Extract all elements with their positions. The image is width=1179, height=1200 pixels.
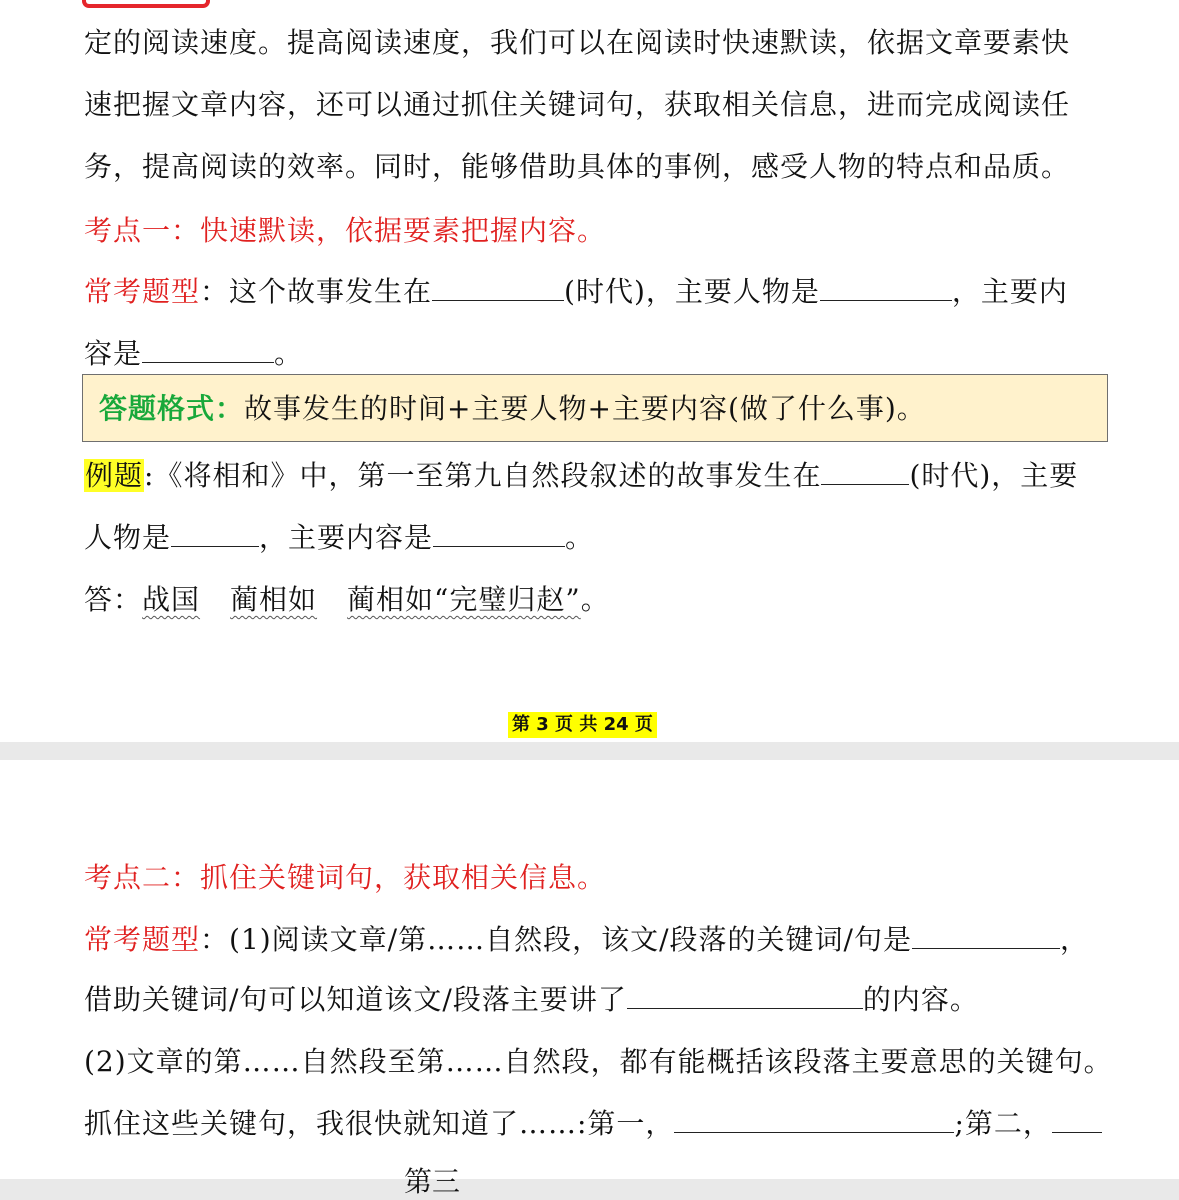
answer-era: 战国 xyxy=(142,583,201,616)
intro-paragraph-line-3: 务，提高阅读的效率。同时，能够借助具体的事例，感受人物的特点和品质。 xyxy=(84,150,1071,183)
question-text-part-1: ：这个故事发生在 xyxy=(200,275,433,308)
intro-paragraph-line-2: 速把握文章内容，还可以通过抓住关键词句，获取相关信息，进而完成阅读任 xyxy=(84,88,1071,121)
example-blank-content xyxy=(433,520,565,547)
question-type-two-line-2 xyxy=(84,982,979,1018)
example-paragraph-line-2 xyxy=(84,520,594,556)
blank-second xyxy=(1052,1106,1102,1133)
question-two-text-part-4: 的内容。 xyxy=(862,983,979,1016)
example-paragraph xyxy=(84,458,1078,494)
example-text-part-3: 人物是 xyxy=(84,521,172,554)
question-two-text-part-3: 借助关键词/句可以知道该文/段落主要讲了 xyxy=(84,983,627,1016)
document-page-4 xyxy=(0,760,1179,1198)
question-type-label: 常考题型 xyxy=(84,275,201,308)
question-type-two-line-3: (2)文章的第……自然段至第……自然段，都有能概括该段落主要意思的关键句。 xyxy=(84,1045,1113,1078)
blank-paragraph-content xyxy=(627,982,863,1009)
example-blank-era xyxy=(821,458,909,485)
question-two-text-part-2: ， xyxy=(1059,923,1089,956)
blank-main-content xyxy=(142,336,274,363)
blank-first xyxy=(674,1106,954,1133)
answer-format-label: 答题格式： xyxy=(99,392,245,425)
example-blank-characters xyxy=(171,520,259,547)
kaodian-two-heading: 考点二：抓住关键词句，获取相关信息。 xyxy=(84,861,607,894)
blank-keyword xyxy=(912,922,1060,949)
question-type-paragraph xyxy=(84,274,1068,310)
answer-format-line xyxy=(99,391,926,427)
blank-main-characters xyxy=(820,274,952,301)
answer-content: 蔺相如“完璧归赵” xyxy=(347,583,581,616)
answer-format-text: 故事发生的时间+主要人物+主要内容(做了什么事)。 xyxy=(244,392,926,425)
answer-format-box xyxy=(82,374,1108,442)
answer-end-punctuation: 。 xyxy=(580,583,610,616)
example-text-part-4: ，主要内容是 xyxy=(259,521,434,554)
intro-paragraph-line-1: 定的阅读速度。提高阅读速度，我们可以在阅读时快速默读，依据文章要素快 xyxy=(84,26,1071,59)
red-title-box-fragment xyxy=(82,0,210,8)
example-text-part-2: (时代)，主要 xyxy=(909,459,1079,492)
question-type-paragraph-line-2 xyxy=(84,336,303,372)
answer-prefix: 答： xyxy=(84,583,143,616)
example-text-part-1: :《将相和》中，第一至第九自然段叙述的故事发生在 xyxy=(144,459,822,492)
question-type-two-paragraph xyxy=(84,922,1089,958)
question-two-text-part-6: 抓住这些关键句，我很快就知道了……:第一， xyxy=(84,1107,675,1140)
answer-character: 蔺相如 xyxy=(230,583,318,616)
cut-off-line: 第三 xyxy=(404,1165,461,1198)
answer-line xyxy=(84,582,610,618)
question-text-part-4: 容是 xyxy=(84,337,143,370)
question-two-text-part-1: ：(1)阅读文章/第……自然段，该文/段落的关键词/句是 xyxy=(200,923,912,956)
question-type-two-label: 常考题型 xyxy=(84,923,201,956)
example-label: 例题 xyxy=(85,459,144,492)
example-text-part-5: 。 xyxy=(565,521,595,554)
question-text-part-2: (时代)，主要人物是 xyxy=(564,275,820,308)
page-number-footer: 第 3 页 共 24 页 xyxy=(508,712,657,738)
blank-era xyxy=(432,274,564,301)
question-text-part-5: 。 xyxy=(274,337,304,370)
kaodian-one-heading: 考点一：快速默读，依据要素把握内容。 xyxy=(84,214,607,247)
question-two-text-part-7: ;第二， xyxy=(954,1107,1052,1140)
question-type-two-line-4 xyxy=(84,1106,1102,1142)
question-text-part-3: ，主要内 xyxy=(951,275,1068,308)
